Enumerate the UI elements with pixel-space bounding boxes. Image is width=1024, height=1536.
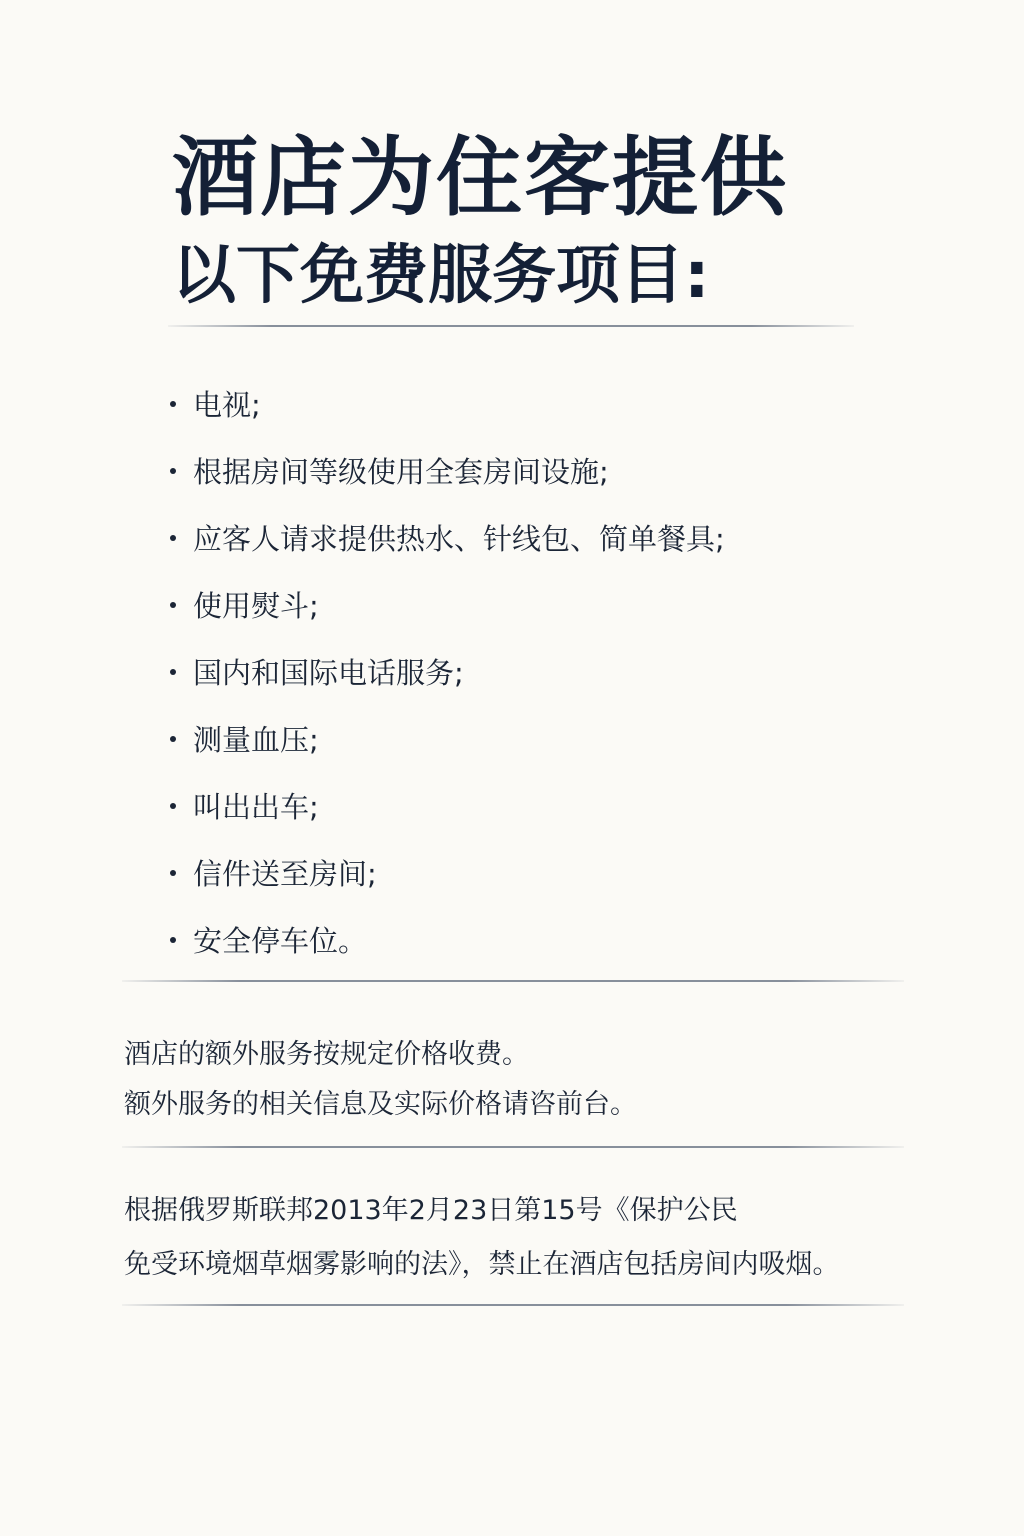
bullet-icon: [170, 937, 176, 943]
list-item: [168, 705, 725, 772]
list-item-label: 使用熨斗;: [193, 589, 319, 623]
list-item: [168, 437, 725, 504]
law-line: 免受环境烟草烟雾影响的法》，禁止在酒店包括房间内吸烟。: [124, 1249, 840, 1280]
list-item-label: 根据房间等级使用全套房间设施;: [193, 455, 609, 489]
fees-line: 酒店的额外服务按规定价格收费。: [124, 1039, 529, 1070]
title-divider: [168, 325, 854, 327]
law-line: 根据俄罗斯联邦2013年2月23日第15号《保护公民: [124, 1195, 738, 1226]
list-item-label: 安全停车位。: [193, 924, 368, 958]
bullet-icon: [170, 535, 176, 541]
free-services-list: [168, 370, 725, 973]
page-subtitle: 以下免费服务项目:: [172, 239, 710, 313]
list-item: [168, 571, 725, 638]
list-item: [168, 839, 725, 906]
bullet-icon: [170, 870, 176, 876]
list-item: [168, 906, 725, 973]
list-item-label: 信件送至房间;: [193, 857, 377, 891]
bullet-icon: [170, 468, 176, 474]
list-item: [168, 772, 725, 839]
list-item-label: 应客人请求提供热水、针线包、简单餐具;: [193, 522, 725, 556]
bullet-icon: [170, 669, 176, 675]
list-item-label: 测量血压;: [193, 723, 319, 757]
fees-divider: [122, 1146, 904, 1148]
law-paragraph: [124, 1184, 840, 1292]
list-item: [168, 504, 725, 571]
bullet-icon: [170, 803, 176, 809]
list-item-label: 叫出出车;: [193, 790, 319, 824]
title-block: [172, 128, 872, 316]
services-divider: [122, 980, 904, 982]
law-divider: [122, 1304, 904, 1306]
list-item-label: 电视;: [193, 388, 261, 422]
list-item: [168, 370, 725, 437]
fees-line: 额外服务的相关信息及实际价格请咨前台。: [124, 1089, 637, 1120]
list-item: [168, 638, 725, 705]
page-title: 酒店为住客提供: [172, 128, 788, 228]
bullet-icon: [170, 401, 176, 407]
list-item-label: 国内和国际电话服务;: [193, 656, 464, 690]
bullet-icon: [170, 602, 176, 608]
fees-paragraph: [124, 1030, 637, 1130]
bullet-icon: [170, 736, 176, 742]
